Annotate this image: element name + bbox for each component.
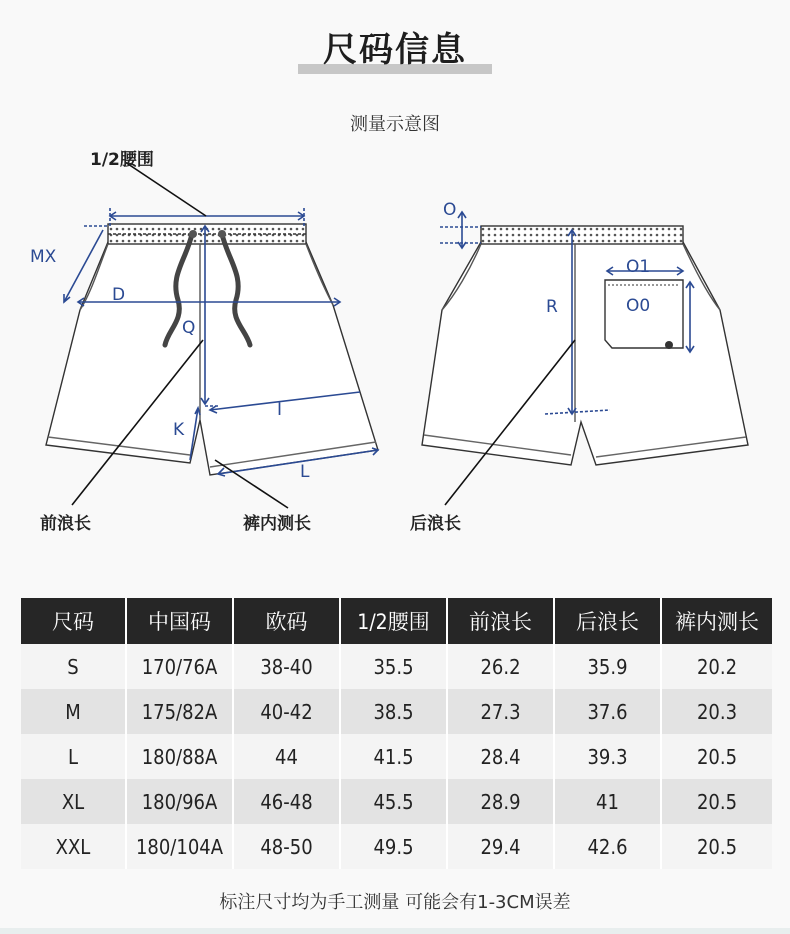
- cell-inseam: 20.3: [662, 689, 772, 734]
- header-cn-size: 中国码: [127, 598, 234, 644]
- marker-q: Q: [182, 318, 196, 338]
- cell-back-rise: 41: [555, 779, 662, 824]
- cell-inseam: 20.2: [662, 644, 772, 689]
- measurement-diagram: [0, 130, 790, 540]
- cell-cn-size: 170/76A: [127, 644, 234, 689]
- cell-eu-size: 48-50: [234, 824, 341, 869]
- cell-size: M: [21, 689, 127, 734]
- cell-size: S: [21, 644, 127, 689]
- label-half-waist: 1/2腰围: [90, 150, 154, 170]
- table-header-row: [21, 598, 772, 644]
- header-half-waist: 1/2腰围: [341, 598, 448, 644]
- table-row: [21, 689, 772, 734]
- header-inseam: 裤内测长: [662, 598, 772, 644]
- marker-r: R: [546, 297, 558, 317]
- cell-inseam: 20.5: [662, 734, 772, 779]
- title-block: [0, 22, 790, 71]
- table-row: [21, 824, 772, 869]
- page-subtitle: 测量示意图: [350, 114, 440, 135]
- header-size: 尺码: [21, 598, 127, 644]
- header-back-rise: 后浪长: [555, 598, 662, 644]
- page-title: 尺码信息: [323, 30, 467, 70]
- cell-front-rise: 28.9: [448, 779, 555, 824]
- cell-front-rise: 28.4: [448, 734, 555, 779]
- cell-front-rise: 27.3: [448, 689, 555, 734]
- table-row: [21, 734, 772, 779]
- cell-inseam: 20.5: [662, 779, 772, 824]
- cell-half-waist: 49.5: [341, 824, 448, 869]
- cell-size: XXL: [21, 824, 127, 869]
- cell-back-rise: 42.6: [555, 824, 662, 869]
- marker-k: K: [173, 420, 185, 440]
- cell-half-waist: 35.5: [341, 644, 448, 689]
- header-eu-size: 欧码: [234, 598, 341, 644]
- cell-back-rise: 35.9: [555, 644, 662, 689]
- marker-l: L: [300, 462, 310, 482]
- table-row: [21, 779, 772, 824]
- cell-half-waist: 45.5: [341, 779, 448, 824]
- label-back-rise: 后浪长: [410, 514, 461, 534]
- label-front-rise: 前浪长: [40, 514, 91, 534]
- cell-cn-size: 180/104A: [127, 824, 234, 869]
- label-inseam: 裤内测长: [243, 514, 311, 534]
- marker-d: D: [112, 285, 126, 305]
- marker-mx: MX: [30, 247, 57, 267]
- cell-eu-size: 46-48: [234, 779, 341, 824]
- cell-back-rise: 39.3: [555, 734, 662, 779]
- marker-o0: O0: [626, 296, 651, 316]
- header-front-rise: 前浪长: [448, 598, 555, 644]
- cell-eu-size: 44: [234, 734, 341, 779]
- cell-eu-size: 38-40: [234, 644, 341, 689]
- cell-size: L: [21, 734, 127, 779]
- bottom-divider: [0, 928, 790, 934]
- cell-size: XL: [21, 779, 127, 824]
- cell-eu-size: 40-42: [234, 689, 341, 734]
- size-table: [21, 598, 772, 869]
- marker-i: I: [277, 400, 283, 420]
- cell-cn-size: 180/88A: [127, 734, 234, 779]
- cell-back-rise: 37.6: [555, 689, 662, 734]
- cell-half-waist: 41.5: [341, 734, 448, 779]
- marker-o: O: [443, 200, 457, 220]
- cell-cn-size: 175/82A: [127, 689, 234, 734]
- back-shorts: [422, 226, 748, 465]
- cell-half-waist: 38.5: [341, 689, 448, 734]
- cell-front-rise: 26.2: [448, 644, 555, 689]
- cell-cn-size: 180/96A: [127, 779, 234, 824]
- measurement-note: 标注尺寸均为手工测量 可能会有1-3CM误差: [219, 892, 571, 913]
- cell-front-rise: 29.4: [448, 824, 555, 869]
- table-row: [21, 644, 772, 689]
- marker-o1: O1: [626, 257, 651, 277]
- cell-inseam: 20.5: [662, 824, 772, 869]
- front-shorts: [46, 224, 378, 475]
